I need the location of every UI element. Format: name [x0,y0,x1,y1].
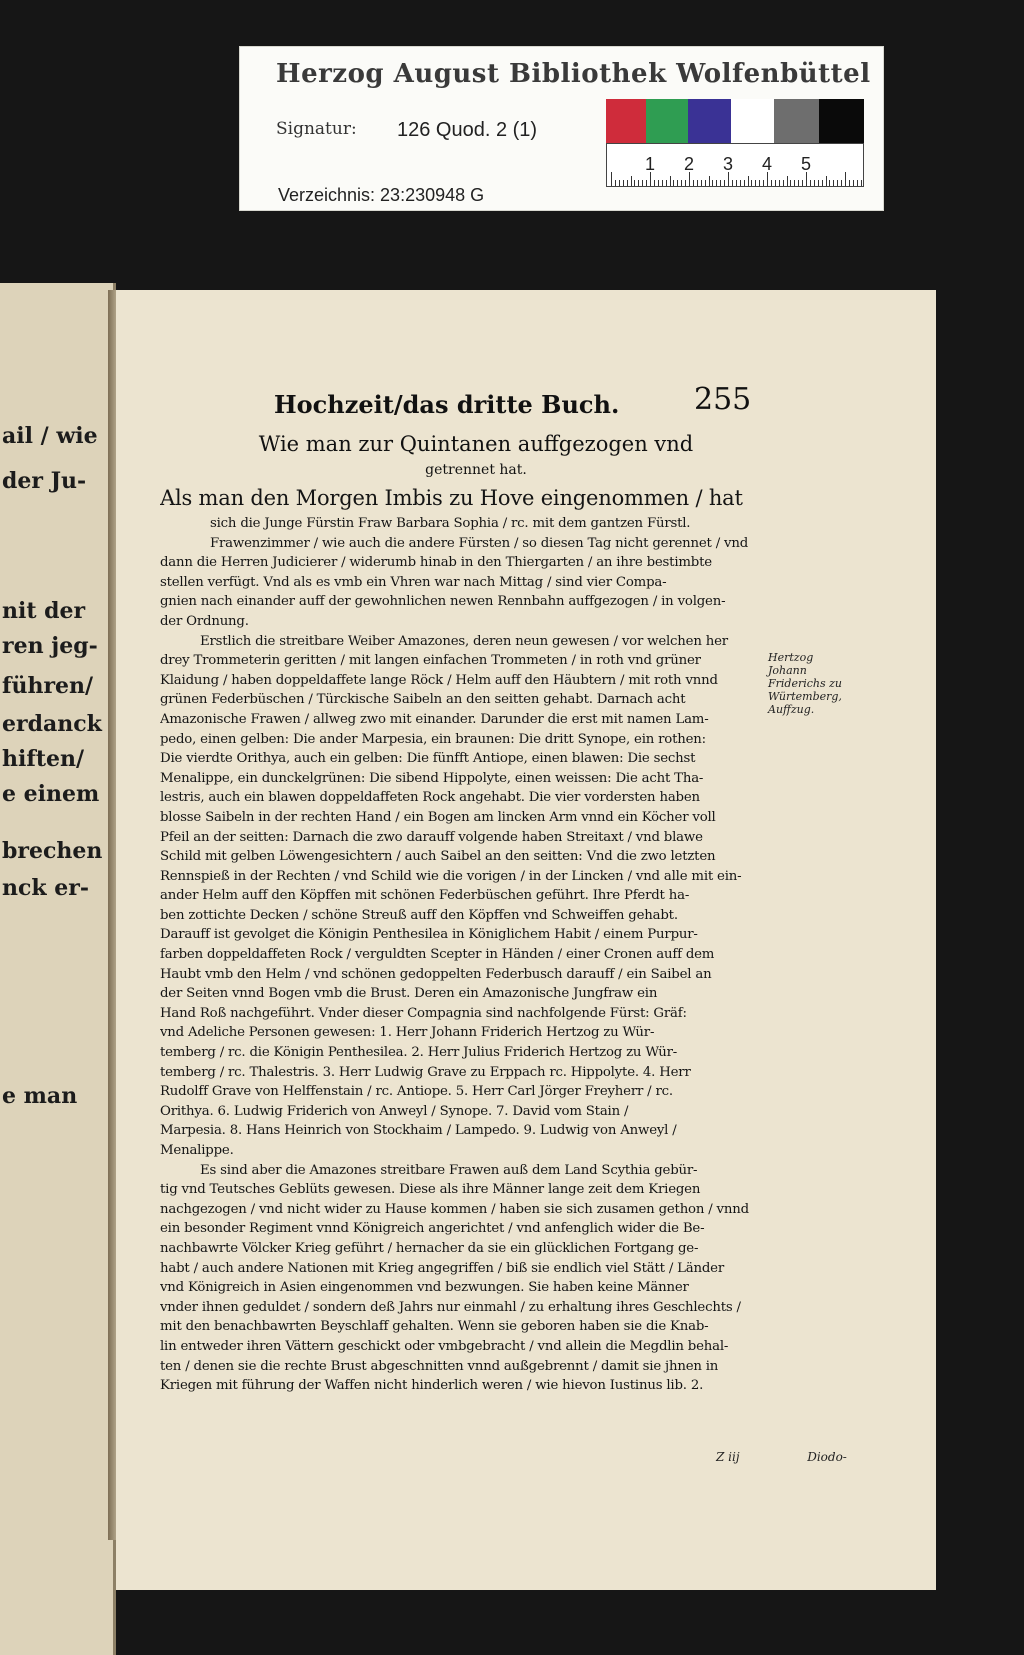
ruler-tick [673,180,674,186]
text-line: Menalippe, ein dunckelgrünen: Die sibend Hippolyte, einen weissen: Die acht Tha- [160,770,704,786]
text-line: Hand Roß nachgeführt. Vnder dieser Compagnia sind nachfolgende Fürst: Gräf: [160,1005,687,1021]
text-line: ben zottichte Decken / schöne Streuß auff den Köpffen vnd Schweiffen gehabt. [160,907,678,923]
left-page-fragment: hiften/ [2,746,85,772]
text-line: Es sind aber die Amazones streitbare Frawen auß dem Land Scythia gebür- [200,1162,698,1178]
ruler-tick [732,180,733,186]
left-page-fragment: ail / wie [2,423,98,449]
ruler-tick [724,180,725,186]
ruler-tick [845,172,846,186]
ruler-tick [787,176,788,186]
ruler-tick [666,180,667,186]
ruler-tick [693,180,694,186]
ruler-number: 3 [722,154,734,174]
ruler-tick [826,176,827,186]
ruler-tick [677,180,678,186]
text-line: der Seiten vnnd Bogen vmb die Brust. Deren ein Amazonische Jungfraw ein [160,986,658,1002]
ruler-tick [849,180,850,186]
margin-note: Hertzog Johann Friderichs zu Würtemberg, Auffzug. [768,651,843,716]
left-page-fragment: nit der [2,598,86,624]
swatch-gray [774,99,819,143]
body-text [160,486,824,1398]
ruler-tick [744,180,745,186]
ruler-tick [790,180,791,186]
ruler-tick [755,180,756,186]
scale-ruler [606,143,864,187]
left-page-fragment: erdanck [2,711,102,737]
text-line: Amazonische Frawen / allweg zwo mit einander. Darunder die erst mit namen Lam- [160,711,709,727]
ruler-tick [802,180,803,186]
text-line: Rennspieß in der Rechten / vnd Schild wie die vorigen / in der Lincken / vnd alle mit ein- [160,868,742,884]
ruler-tick [779,180,780,186]
text-line: Erstlich die streitbare Weiber Amazones, deren neun gewesen / vor welchen her [200,633,728,649]
library-color-card [239,46,884,211]
running-head: Hochzeit/das dritte Buch. [274,390,620,419]
swatch-red [606,99,646,143]
ruler-tick [829,180,830,186]
swatch-green [646,99,688,143]
text-line: lin entweder ihren Vättern geschickt oder vmbgebracht / vnd allein die Megdlin behal- [160,1338,729,1354]
text-line: dann die Herren Judicierer / widerumb hinab in den Thiergarten / an ihre bestimbte [160,555,712,571]
text-line: Schild mit gelben Löwengesichtern / auch Saibel an den seitten: Vnd die zwo letzten [160,849,716,865]
ruler-tick [634,180,635,186]
ruler-tick [740,180,741,186]
text-line: Rudolff Grave von Helffenstain / rc. Antiope. 5. Herr Carl Jörger Freyherr / rc. [160,1084,673,1100]
ruler-tick [627,180,628,186]
text-line: Darauff ist gevolget die Königin Penthesilea in Königlichem Habit / einem Purpur- [160,927,698,943]
left-page-fragment: ren jeg- [2,633,98,659]
text-line: Pfeil an der seitten: Darnach die zwo darauff volgende haben Streitaxt / vnd blawe [160,829,703,845]
ruler-number: 2 [683,154,695,174]
ruler-tick [670,176,671,186]
section-subheading: getrennet hat. [425,462,527,478]
text-line: vnd Adeliche Personen gewesen: 1. Herr Johann Friderich Hertzog zu Wür- [160,1025,655,1041]
ruler-number: 5 [800,154,812,174]
text-line: Die vierdte Orithya, auch ein gelben: Die fünfft Antiope, einen blawen: Die sechst [160,751,696,767]
ruler-tick [716,180,717,186]
text-line: ten / denen sie die rechte Brust abgeschnitten vnnd außgebrennt / damit sie jhnen in [160,1358,719,1374]
swatch-blue [688,99,731,143]
text-line: Als man den Morgen Imbis zu Hove eingenommen / hat [160,486,743,510]
text-line: temberg / rc. Thalestris. 3. Herr Ludwig Grave zu Erppach rc. Hippolyte. 4. Herr [160,1064,691,1080]
text-line: tig vnd Teutsches Geblüts gewesen. Diese als ihre Männer lange zeit dem Kriegen [160,1182,701,1198]
text-line: mit den benachbawrten Beyschlaff gehalten. Wenn sie geboren haben sie die Knab- [160,1319,709,1335]
text-line: vnder ihnen geduldet / sondern deß Jahrs nur einmahl / zu erhaltung ihres Geschlechts / [160,1299,741,1315]
text-line: stellen verfügt. Vnd als es vmb ein Vhren war nach Mittag / sind vier Compa- [160,574,667,590]
ruler-tick [837,180,838,186]
text-line: Orithya. 6. Ludwig Friderich von Anweyl / Synope. 7. David vom Stain / [160,1103,629,1119]
text-line: drey Trommeterin geritten / mit langen einfachen Trommeten / in roth vnd grüner [160,653,701,669]
left-page-fragment: der Ju- [2,468,87,494]
left-page-fragment: e einem [2,781,100,807]
text-line: Menalippe. [160,1143,234,1158]
ruler-tick [642,180,643,186]
text-line: Marpesia. 8. Hans Heinrich von Stockhaim / Lampedo. 9. Ludwig von Anweyl / [160,1123,677,1139]
ruler-tick [759,180,760,186]
text-line: sich die Junge Fürstin Fraw Barbara Sophia / rc. mit dem gantzen Fürstl. [210,516,691,531]
ruler-tick [798,180,799,186]
ruler-tick [783,180,784,186]
text-line: grünen Federbüschen / Türckische Saibeln an den seitten gehabt. Darnach acht [160,692,686,708]
text-line: farben doppeldaffeten Rock / verguldten Scepter in Händen / einer Cronen auff dem [160,947,715,963]
ruler-tick [712,180,713,186]
signatur-label: Signatur: [276,119,357,139]
ruler-tick [681,180,682,186]
ruler-tick [771,180,772,186]
ruler-tick [623,180,624,186]
ruler-tick [638,180,639,186]
ruler-tick [709,176,710,186]
signatur-value: 126 Quod. 2 (1) [397,119,538,141]
text-line: gnien nach einander auff der gewohnlichen newen Rennbahn auffgezogen / in volgen- [160,594,726,610]
ruler-tick [611,172,612,186]
ruler-tick [857,180,858,186]
left-page-fragment: e man [2,1083,78,1109]
ruler-tick [818,180,819,186]
swatch-white [731,99,774,143]
ruler-tick [861,180,862,186]
ruler-tick [658,180,659,186]
ruler-tick [775,180,776,186]
text-line: blosse Saibeln in der rechten Hand / ein Bogen am lincken Arm vnnd ein Köcher voll [160,809,716,825]
ruler-number: 1 [644,154,656,174]
left-page-fragment: nck er- [2,875,90,901]
text-line: ander Helm auff den Köpffen mit schönen Federbüschen geführt. Ihre Pferdt ha- [160,888,690,904]
ruler-tick [853,180,854,186]
text-line: Frawenzimmer / wie auch die andere Fürsten / so diesen Tag nicht gerennet / vnd [210,535,749,551]
ruler-tick [748,176,749,186]
verzeichnis-label: Verzeichnis: 23:230948 G [278,185,485,205]
ruler-tick [814,180,815,186]
text-line: pedo, einen gelben: Die ander Marpesia, ein braunen: Die dritt Synope, ein rothen: [160,731,706,747]
book-page [116,290,936,1590]
text-line: Klaidung / haben doppeldaffete lange Röck / Helm auff den Häubtern / mit roth vnnd [160,672,718,688]
ruler-tick [654,180,655,186]
text-line: temberg / rc. die Königin Penthesilea. 2. Herr Julius Friderich Hertzog zu Wür- [160,1045,678,1061]
left-page-fragment: führen/ [2,673,94,699]
footer-line [716,1450,847,1464]
catchword: Diodo- [807,1450,847,1464]
swatch-black [819,99,864,143]
text-line: habt / auch andere Nationen mit Krieg angegriffen / biß sie endlich viel Stätt / Länder [160,1260,725,1276]
ruler-tick [615,180,616,186]
text-line: ein besonder Regiment vnnd Königreich angerichtet / vnd anfenglich wider die Be- [160,1221,705,1237]
text-line: vnd Königreich in Asien eingenommen vnd bezwungen. Sie haben keine Männer [160,1280,689,1296]
ruler-number: 4 [761,154,773,174]
text-line: nachbawrte Völcker Krieg geführt / hernacher da sie ein glücklichen Fortgang ge- [160,1240,699,1256]
left-facing-page [0,283,116,1655]
ruler-tick [751,180,752,186]
ruler-tick [697,180,698,186]
color-swatches [606,99,864,143]
section-heading: Wie man zur Quintanen auffgezogen vnd [258,432,694,456]
text-line: Kriegen mit führung der Waffen nicht hinderlich weren / wie hievon Iustinus lib. 2. [160,1378,704,1394]
ruler-tick [662,180,663,186]
ruler-tick [833,180,834,186]
signature-mark: Z iij [716,1450,740,1464]
ruler-tick [794,180,795,186]
ruler-tick [631,176,632,186]
ruler-tick [685,180,686,186]
ruler-tick [701,180,702,186]
ruler-tick [646,180,647,186]
ruler-tick [763,180,764,186]
ruler-tick [619,180,620,186]
ruler-tick [841,180,842,186]
ruler-tick [705,180,706,186]
text-line: nachgezogen / vnd nicht wider zu Hause kommen / haben sie sich zusamen gethon / vnnd [160,1201,749,1217]
ruler-tick [822,180,823,186]
ruler-tick [720,180,721,186]
ruler-tick [736,180,737,186]
left-page-fragment: brechen [2,838,103,864]
library-name: Herzog August Bibliothek Wolfenbüttel [276,59,871,89]
text-line: Haubt vmb den Helm / vnd schönen gedoppelten Federbusch darauff / ein Saibel an [160,966,712,982]
text-line: der Ordnung. [160,613,249,629]
page-number: 255 [694,382,752,417]
ruler-tick [810,180,811,186]
text-line: lestris, auch ein blawen doppeldaffeten Rock angehabt. Die vier vordersten haben [160,790,700,806]
